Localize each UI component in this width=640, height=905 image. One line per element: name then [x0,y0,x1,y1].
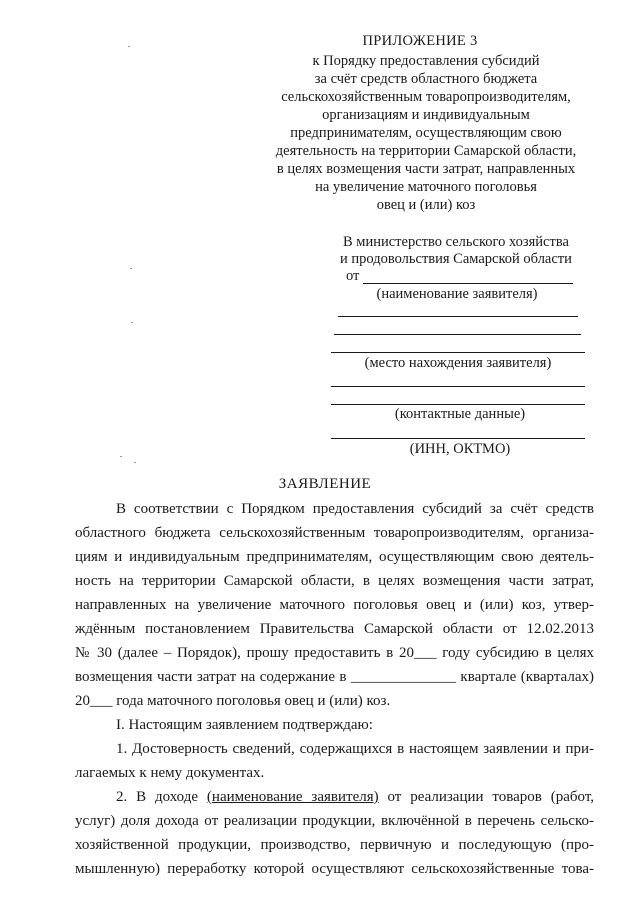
appendix-line: предпринимателям, осуществляющим свою [290,125,562,141]
scan-speck [120,456,122,457]
appendix-line: овец и (или) коз [376,197,476,213]
blank-field-line [331,386,585,387]
addressee-line: В министерство сельского хозяйства [343,234,569,250]
blank-field-line [334,334,581,335]
item-line: лагаемых к нему документах. [75,765,265,781]
inn-field [331,438,585,439]
inn-caption: (ИНН, ОКТМО) [409,441,511,457]
item-line: 1. Достоверность сведений, содержащихся в настоящем заявлении и при- [116,741,594,757]
scan-speck [134,462,136,463]
item-line: хозяйственной продукции, производство, первичную и последующую (про- [75,837,594,853]
scan-speck [130,268,132,269]
paragraph-line: ность на территории Самарской области, в целях возмещения части затрат, [75,573,594,589]
paragraph-line: областного бюджета сельскохозяйственным товаропроизводителям, организа- [75,525,594,541]
appendix-line: за счёт средств областного бюджета [314,71,538,87]
paragraph-line: В соответствии с Порядком предоставления субсидий за счёт средств [116,501,594,517]
applicant-name-field [363,283,573,284]
paragraph-line: циям и индивидуальным предпринимателям, осуществляющим свою деятель- [75,549,594,565]
paragraph-line: возмещения части затрат на содержание в ______________ квартале (кварталах) [75,669,594,685]
scan-speck [131,322,133,323]
appendix-line: на увеличение маточного поголовья [315,179,537,195]
appendix-line: организациям и индивидуальным [322,107,530,123]
item-line [116,789,594,806]
appendix-line: в целях возмещения части затрат, направленных [276,161,576,177]
contacts-caption: (контактные данные) [394,406,526,422]
item-line: услуг) доля дохода от реализации продукции, включённой в перечень сельско- [75,813,594,829]
applicant-name-caption: (наименование заявителя) [376,286,538,302]
paragraph-line: 20___ года маточного поголовья овец и (или) коз. [75,693,391,709]
addressee-line: и продовольствия Самарской области [340,251,572,267]
paragraph-line: № 30 (далее – Порядок), прошу предоставить в 20___ году субсидию в целях [75,645,594,661]
appendix-line: сельскохозяйственным товаропроизводителям, [281,89,571,105]
location-caption: (место нахождения заявителя) [364,355,552,371]
blank-field-line [338,316,578,317]
applicant-name-placeholder: (наименование заявителя) [206,789,379,805]
section-heading: I. Настоящим заявлением подтверждаю: [116,717,373,733]
item-text: 2. В доходе [116,789,199,805]
from-label: от [346,268,360,284]
paragraph-line: направленных на увеличение маточного поголовья овец и (или) коз, утвер- [75,597,594,613]
contacts-field [331,404,585,405]
paragraph-line: ждённым постановлением Правительства Самарской области от 12.02.2013 [75,621,594,637]
location-field [331,352,585,353]
statement-title: ЗАЯВЛЕНИЕ [278,476,372,492]
item-text: от реализации товаров (работ, [387,789,595,805]
item-line: мышленную) переработку которой осуществляют сельскохозяйственные това- [75,861,594,877]
appendix-title: ПРИЛОЖЕНИЕ 3 [362,33,478,49]
appendix-line: деятельность на территории Самарской области, [275,143,577,159]
scan-speck [128,46,130,47]
appendix-line: к Порядку предоставления субсидий [312,53,540,69]
